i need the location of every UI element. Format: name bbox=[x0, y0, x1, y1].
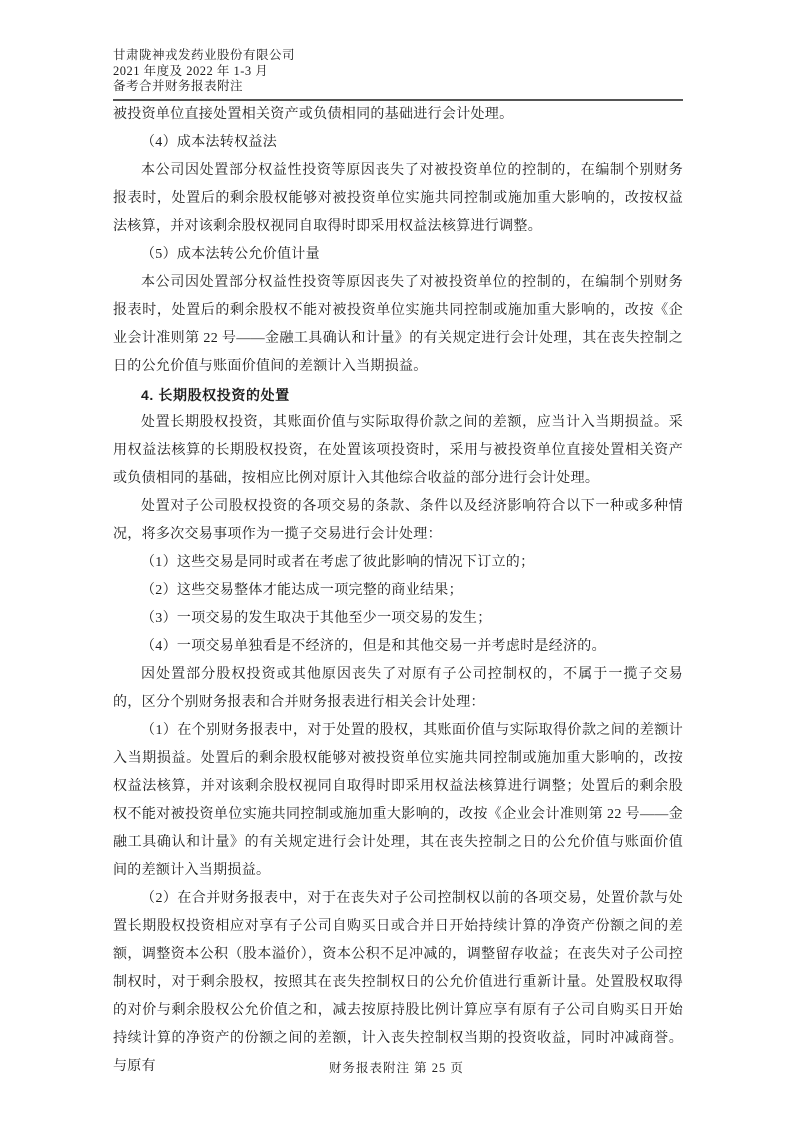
paragraph-loss-of-control-intro: 因处置部分股权投资或其他原因丧失了对原有子公司控制权的，不属于一揽子交易的，区分个别财务报表和合并财务报表进行相关会计处理： bbox=[113, 667, 683, 710]
header-report-period: 2021 年度及 2022 年 1-3 月 bbox=[113, 63, 269, 78]
paragraph-cost-to-fair-value: 本公司因处置部分权益性投资等原因丧失了对被投资单位的控制的，在编制个别财务报表时，处置后的剩余股权不能对被投资单位实施共同控制或施加重大影响的，改按《企业会计准则第 22 号——金融工具确认和计量》的有关规定进行会计处理，其在丧失控制之日的公允价值与账面价值间的差额计入当期损益。 bbox=[113, 275, 683, 374]
header-company-name: 甘肃陇神戎发药业股份有限公司 bbox=[113, 48, 296, 62]
paragraph-individual-statements: （1）在个别财务报表中，对于处置的股权，其账面价值与实际取得价款之间的差额计入当期损益。处置后的剩余股权能够对被投资单位实施共同控制或施加重大影响的，改按权益法核算，并对该剩余股权视同自取得时即采用权益法核算进行调整；处置后的剩余股权不能对被投资单位实施共同控制或施加重大影响的，改按《企业会计准则第 22 号——金融工具确认和计量》的有关规定进行会计处理，其在丧失控制之日的公允价值与账面价值间的差额计入当期损益。 bbox=[113, 723, 683, 878]
paragraph-bundle-transaction-intro: 处置对子公司股权投资的各项交易的条款、条件以及经济影响符合以下一种或多种情况，将多次交易事项作为一揽子交易进行会计处理： bbox=[113, 499, 683, 542]
section-heading-disposal: 4. 长期股权投资的处置 bbox=[141, 387, 290, 403]
paragraph-cost-to-equity-method: 本公司因处置部分权益性投资等原因丧失了对被投资单位的控制的，在编制个别财务报表时，处置后的剩余股权能够对被投资单位实施共同控制或施加重大影响的，改按权益法核算，并对该剩余股权视同自取得时即采用权益法核算进行调整。 bbox=[113, 163, 683, 234]
list-item-2: （2）这些交易整体才能达成一项完整的商业结果； bbox=[141, 583, 463, 598]
header-doc-title: 备考合并财务报表附注 bbox=[113, 79, 244, 93]
page-header bbox=[113, 48, 683, 101]
list-item-1: （1）这些交易是同时或者在考虑了彼此影响的情况下订立的； bbox=[141, 555, 535, 570]
paragraph-item-4-title: （4）成本法转权益法 bbox=[141, 135, 277, 150]
paragraph-consolidated-statements: （2）在合并财务报表中，对于在丧失对子公司控制权以前的各项交易，处置价款与处置长期股权投资相应对享有子公司自购买日或合并日开始持续计算的净资产份额之间的差额，调整资本公积（股本溢价），资本公积不足冲减的，调整留存收益；在丧失对子公司控制权时，对于剩余股权，按照其在丧失控制权日的公允价值进行重新计量。处置股权取得的对价与剩余股权公允价值之和，减去按原持股比例计算应享有原有子公司自购买日开始持续计算的净资产的份额之间的差额，计入丧失控制权当期的投资收益，同时冲减商誉。与原有 bbox=[113, 891, 683, 1074]
page-footer bbox=[0, 1058, 793, 1076]
paragraph-continuation: 被投资单位直接处置相关资产或负债相同的基础进行会计处理。 bbox=[113, 107, 514, 122]
footer-page-label: 财务报表附注 第 25 页 bbox=[329, 1061, 464, 1075]
document-body bbox=[113, 101, 683, 1081]
list-item-4: （4）一项交易单独看是不经济的，但是和其他交易一并考虑时是经济的。 bbox=[141, 639, 606, 654]
list-item-3: （3）一项交易的发生取决于其他至少一项交易的发生； bbox=[141, 611, 492, 626]
paragraph-item-5-title: （5）成本法转公允价值计量 bbox=[141, 247, 320, 262]
paragraph-disposal-general: 处置长期股权投资，其账面价值与实际取得价款之间的差额，应当计入当期损益。采用权益法核算的长期股权投资，在处置该项投资时，采用与被投资单位直接处置相关资产或负债相同的基础，按相应比例对原计入其他综合收益的部分进行会计处理。 bbox=[113, 415, 683, 486]
